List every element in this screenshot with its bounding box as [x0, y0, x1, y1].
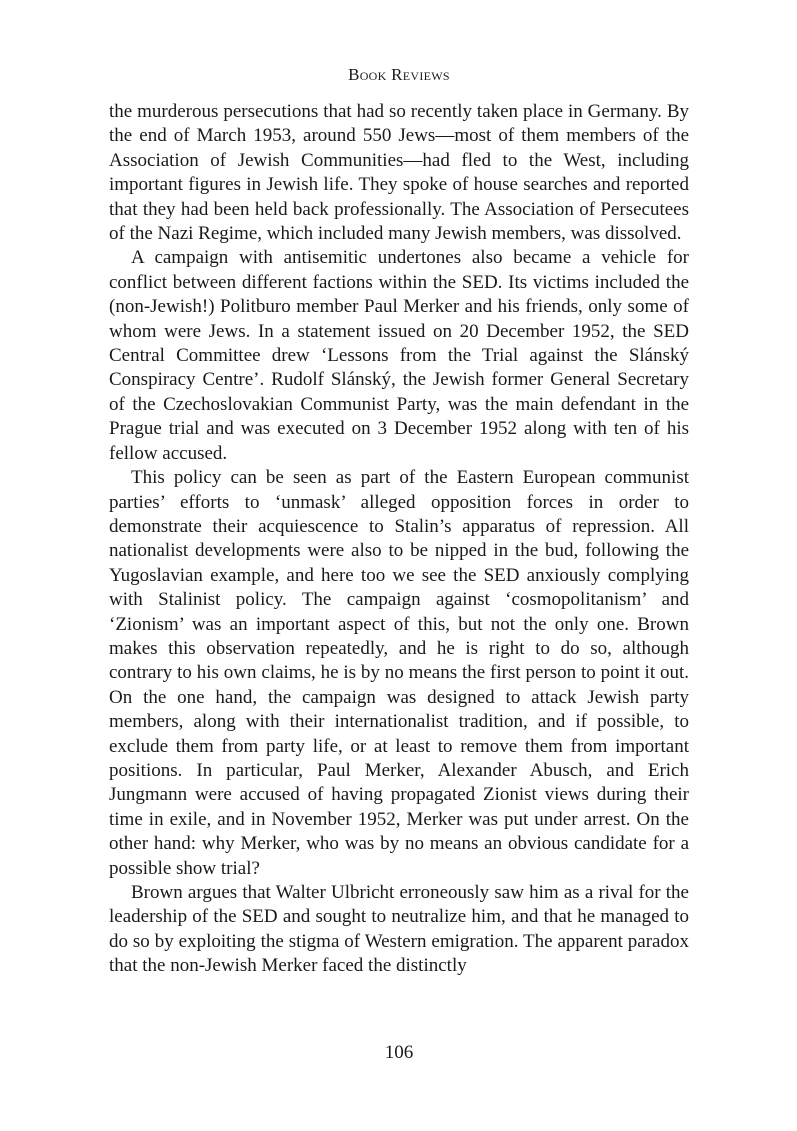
paragraph: Brown argues that Walter Ulbricht erroneously saw him as a rival for the leadership of the SED and sought to neutralize him, and that he managed to do so by exploiting the stigma of Western emigration. The apparent paradox that the non-Jewish Merker faced the distinctly — [109, 882, 689, 977]
page-number: 106 — [384, 1042, 414, 1063]
running-head: Book Reviews — [348, 65, 450, 84]
paragraph-continued: the murderous persecutions that had so recently taken place in Germany. By the end of March 1953, around 550 Jews—most of them members of the Association of Jewish Communities—had fled to the West, including important figures in Jewish life. They spoke of house searches and reported that they had been held back professionally. The Association of Persecutees of the Nazi Regime, which included many Jewish members, was dissolved. — [109, 101, 689, 245]
paragraph: A campaign with antisemitic undertones also became a vehicle for conflict between different factions within the SED. Its victims included the (non-Jewish!) Politburo member Paul Merker and his friends, only some of whom were Jews. In a statement issued on 20 December 1952, the SED Central Committee drew ‘Lessons from the Trial against the Slánský Conspiracy Centre’. Rudolf Slánský, the Jewish former General Secretary of the Czechoslovakian Communist Party, was the main defendant in the Prague trial and was executed on 3 December 1952 along with ten of his fellow accused. — [109, 247, 689, 464]
paragraph: This policy can be seen as part of the Eastern European communist parties’ efforts to ‘unmask’ alleged opposition forces in order to demonstrate their acquiescence to Stalin’s apparatus of repression. All nationalist developments were also to be nipped in the bud, following the Yugoslavian example, and here too we see the SED anxiously complying with Stalinist policy. The campaign against ‘cosmopolitanism’ and ‘Zionism’ was an important aspect of this, but not the only one. Brown makes this observation repeatedly, and he is right to do so, although contrary to his own claims, he is by no means the first person to point it out. On the one hand, the campaign was designed to attack Jewish party members, along with their internationalist tradition, and if possible, to exclude them from party life, or at least to remove them from important positions. In particular, Paul Merker, Alexander Abusch, and Erich Jungmann were accused of having propagated Zionist views during their time in exile, and in November 1952, Merker was put under arrest. On the other hand: why Merker, who was by no means an obvious candidate for a possible show trial? — [109, 467, 689, 879]
page-content — [109, 64, 689, 979]
